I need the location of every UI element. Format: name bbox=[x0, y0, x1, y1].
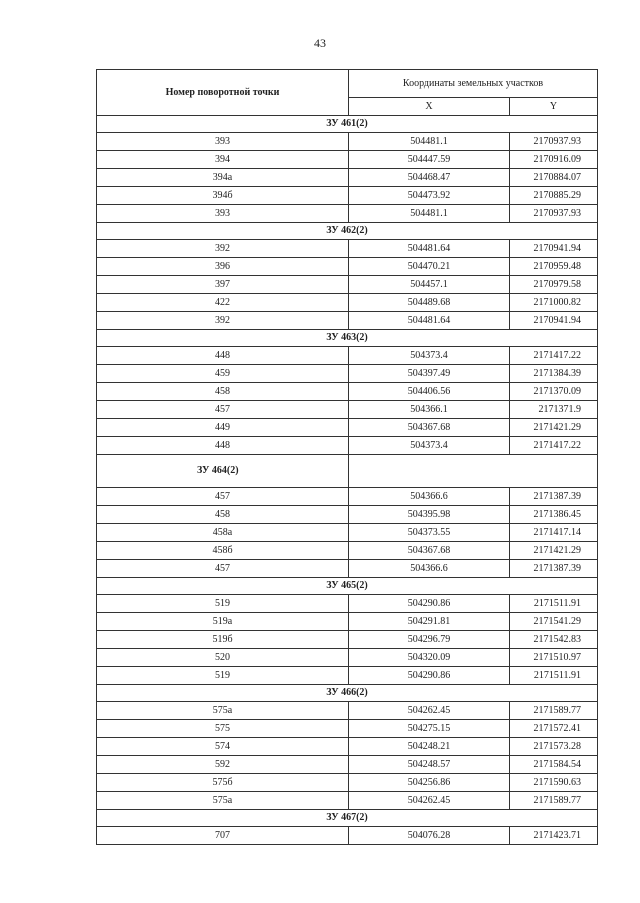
table-row bbox=[97, 792, 598, 810]
point-number-cell: 457 bbox=[97, 560, 349, 578]
point-number-cell: 707 bbox=[97, 827, 349, 845]
x-coordinate-cell: 504457.1 bbox=[349, 276, 510, 294]
point-number-cell: 458 bbox=[97, 383, 349, 401]
x-coordinate-cell: 504275.15 bbox=[349, 720, 510, 738]
x-coordinate-cell: 504397.49 bbox=[349, 365, 510, 383]
table-row bbox=[97, 401, 598, 419]
table-row bbox=[97, 756, 598, 774]
x-coordinate-cell: 504468.47 bbox=[349, 169, 510, 187]
point-number-cell: 519б bbox=[97, 631, 349, 649]
x-coordinate-cell: 504473.92 bbox=[349, 187, 510, 205]
point-number-cell: 575а bbox=[97, 792, 349, 810]
table-row bbox=[97, 151, 598, 169]
x-coordinate-cell: 504367.68 bbox=[349, 542, 510, 560]
y-coordinate-cell: 2171421.29 bbox=[510, 419, 598, 437]
table-row bbox=[97, 187, 598, 205]
x-coordinate-cell: 504262.45 bbox=[349, 702, 510, 720]
y-coordinate-cell: 2171572.41 bbox=[510, 720, 598, 738]
table-row bbox=[97, 169, 598, 187]
point-number-cell: 394а bbox=[97, 169, 349, 187]
x-coordinate-cell: 504481.1 bbox=[349, 205, 510, 223]
x-coordinate-cell: 504367.68 bbox=[349, 419, 510, 437]
table-row bbox=[97, 506, 598, 524]
x-coordinate-cell: 504481.1 bbox=[349, 133, 510, 151]
plot-title-row bbox=[97, 455, 598, 488]
x-coordinate-cell: 504290.86 bbox=[349, 595, 510, 613]
table-row bbox=[97, 524, 598, 542]
y-coordinate-cell: 2171417.22 bbox=[510, 347, 598, 365]
table-row bbox=[97, 720, 598, 738]
plot-title-row bbox=[97, 685, 598, 702]
y-coordinate-cell: 2171589.77 bbox=[510, 702, 598, 720]
plot-title: ЗУ 461(2) bbox=[97, 116, 598, 133]
y-coordinate-cell: 2171386.45 bbox=[510, 506, 598, 524]
x-coordinate-cell: 504366.1 bbox=[349, 401, 510, 419]
point-number-cell: 397 bbox=[97, 276, 349, 294]
plot-title-row bbox=[97, 810, 598, 827]
y-coordinate-cell: 2171417.14 bbox=[510, 524, 598, 542]
x-coordinate-cell: 504291.81 bbox=[349, 613, 510, 631]
table-row bbox=[97, 613, 598, 631]
point-number-cell: 520 bbox=[97, 649, 349, 667]
x-coordinate-cell: 504489.68 bbox=[349, 294, 510, 312]
point-number-cell: 575б bbox=[97, 774, 349, 792]
x-coordinate-cell: 504481.64 bbox=[349, 240, 510, 258]
x-coordinate-cell: 504406.56 bbox=[349, 383, 510, 401]
y-coordinate-cell: 2170937.93 bbox=[510, 205, 598, 223]
table-row bbox=[97, 312, 598, 330]
y-coordinate-cell: 2171387.39 bbox=[510, 560, 598, 578]
y-coordinate-cell: 2171590.63 bbox=[510, 774, 598, 792]
table-row bbox=[97, 631, 598, 649]
plot-title-row bbox=[97, 578, 598, 595]
y-coordinate-cell: 2171511.91 bbox=[510, 595, 598, 613]
point-number-cell: 575а bbox=[97, 702, 349, 720]
table-row bbox=[97, 667, 598, 685]
x-coordinate-cell: 504290.86 bbox=[349, 667, 510, 685]
x-coordinate-cell: 504248.57 bbox=[349, 756, 510, 774]
y-coordinate-cell: 2171573.28 bbox=[510, 738, 598, 756]
table-row bbox=[97, 774, 598, 792]
x-coordinate-cell: 504481.64 bbox=[349, 312, 510, 330]
plot-title: ЗУ 464(2) bbox=[97, 455, 349, 488]
point-number-cell: 392 bbox=[97, 312, 349, 330]
point-number-cell: 457 bbox=[97, 401, 349, 419]
y-coordinate-cell: 2171589.77 bbox=[510, 792, 598, 810]
table-body bbox=[97, 116, 598, 845]
y-coordinate-cell: 2170941.94 bbox=[510, 240, 598, 258]
point-number-cell: 422 bbox=[97, 294, 349, 312]
plot-title: ЗУ 466(2) bbox=[97, 685, 598, 702]
point-number-cell: 519а bbox=[97, 613, 349, 631]
point-number-cell: 458а bbox=[97, 524, 349, 542]
point-number-cell: 457 bbox=[97, 488, 349, 506]
point-number-cell: 392 bbox=[97, 240, 349, 258]
x-coordinate-cell: 504248.21 bbox=[349, 738, 510, 756]
plot-title: ЗУ 463(2) bbox=[97, 330, 598, 347]
point-number-cell: 394б bbox=[97, 187, 349, 205]
table-row bbox=[97, 240, 598, 258]
point-number-cell: 394 bbox=[97, 151, 349, 169]
plot-title-row bbox=[97, 116, 598, 133]
y-coordinate-cell: 2171423.71 bbox=[510, 827, 598, 845]
table-row bbox=[97, 258, 598, 276]
y-coordinate-cell: 2171511.91 bbox=[510, 667, 598, 685]
table-row bbox=[97, 276, 598, 294]
empty-cell bbox=[349, 455, 598, 488]
y-coordinate-cell: 2171417.22 bbox=[510, 437, 598, 455]
x-coordinate-cell: 504296.79 bbox=[349, 631, 510, 649]
coordinates-table bbox=[96, 69, 598, 845]
x-coordinate-cell: 504470.21 bbox=[349, 258, 510, 276]
x-coordinate-cell: 504373.55 bbox=[349, 524, 510, 542]
point-number-cell: 449 bbox=[97, 419, 349, 437]
y-coordinate-cell: 2170916.09 bbox=[510, 151, 598, 169]
y-coordinate-cell: 2170979.58 bbox=[510, 276, 598, 294]
y-coordinate-cell: 2170884.07 bbox=[510, 169, 598, 187]
x-coordinate-cell: 504395.98 bbox=[349, 506, 510, 524]
point-number-cell: 458 bbox=[97, 506, 349, 524]
point-number-cell: 393 bbox=[97, 205, 349, 223]
table-row bbox=[97, 419, 598, 437]
plot-title-row bbox=[97, 330, 598, 347]
table-row bbox=[97, 437, 598, 455]
x-coordinate-cell: 504373.4 bbox=[349, 347, 510, 365]
y-coordinate-cell: 2171584.54 bbox=[510, 756, 598, 774]
x-coordinate-cell: 504447.59 bbox=[349, 151, 510, 169]
y-coordinate-cell: 2171370.09 bbox=[510, 383, 598, 401]
plot-title: ЗУ 467(2) bbox=[97, 810, 598, 827]
header-y: Y bbox=[510, 98, 598, 116]
table-row bbox=[97, 702, 598, 720]
page-number: 43 bbox=[314, 36, 326, 50]
table-row bbox=[97, 133, 598, 151]
y-coordinate-cell: 2170885.29 bbox=[510, 187, 598, 205]
table-row bbox=[97, 738, 598, 756]
table-row bbox=[97, 205, 598, 223]
point-number-cell: 448 bbox=[97, 347, 349, 365]
point-number-cell: 519 bbox=[97, 595, 349, 613]
x-coordinate-cell: 504373.4 bbox=[349, 437, 510, 455]
y-coordinate-cell: 2171421.29 bbox=[510, 542, 598, 560]
point-number-cell: 575 bbox=[97, 720, 349, 738]
table-row bbox=[97, 488, 598, 506]
y-coordinate-cell: 2171510.97 bbox=[510, 649, 598, 667]
header-x: X bbox=[349, 98, 510, 116]
plot-title-row bbox=[97, 223, 598, 240]
header-point-number: Номер поворотной точки bbox=[97, 70, 349, 116]
x-coordinate-cell: 504320.09 bbox=[349, 649, 510, 667]
table-row bbox=[97, 560, 598, 578]
point-number-cell: 519 bbox=[97, 667, 349, 685]
table-row bbox=[97, 649, 598, 667]
y-coordinate-cell: 2171542.83 bbox=[510, 631, 598, 649]
y-coordinate-cell: 2171387.39 bbox=[510, 488, 598, 506]
point-number-cell: 393 bbox=[97, 133, 349, 151]
point-number-cell: 448 bbox=[97, 437, 349, 455]
header-coordinates: Координаты земельных участков bbox=[349, 70, 598, 98]
x-coordinate-cell: 504366.6 bbox=[349, 488, 510, 506]
table-row bbox=[97, 595, 598, 613]
point-number-cell: 592 bbox=[97, 756, 349, 774]
y-coordinate-cell: 2170941.94 bbox=[510, 312, 598, 330]
y-coordinate-cell: 2171371.9 bbox=[510, 401, 598, 419]
y-coordinate-cell: 2170937.93 bbox=[510, 133, 598, 151]
y-coordinate-cell: 2170959.48 bbox=[510, 258, 598, 276]
point-number-cell: 574 bbox=[97, 738, 349, 756]
plot-title: ЗУ 462(2) bbox=[97, 223, 598, 240]
table-row bbox=[97, 542, 598, 560]
y-coordinate-cell: 2171000.82 bbox=[510, 294, 598, 312]
y-coordinate-cell: 2171384.39 bbox=[510, 365, 598, 383]
x-coordinate-cell: 504262.45 bbox=[349, 792, 510, 810]
plot-title: ЗУ 465(2) bbox=[97, 578, 598, 595]
table-row bbox=[97, 347, 598, 365]
table-row bbox=[97, 827, 598, 845]
table-row bbox=[97, 383, 598, 401]
y-coordinate-cell: 2171541.29 bbox=[510, 613, 598, 631]
point-number-cell: 396 bbox=[97, 258, 349, 276]
x-coordinate-cell: 504366.6 bbox=[349, 560, 510, 578]
x-coordinate-cell: 504256.86 bbox=[349, 774, 510, 792]
table-row bbox=[97, 365, 598, 383]
point-number-cell: 459 bbox=[97, 365, 349, 383]
table-row bbox=[97, 294, 598, 312]
point-number-cell: 458б bbox=[97, 542, 349, 560]
x-coordinate-cell: 504076.28 bbox=[349, 827, 510, 845]
